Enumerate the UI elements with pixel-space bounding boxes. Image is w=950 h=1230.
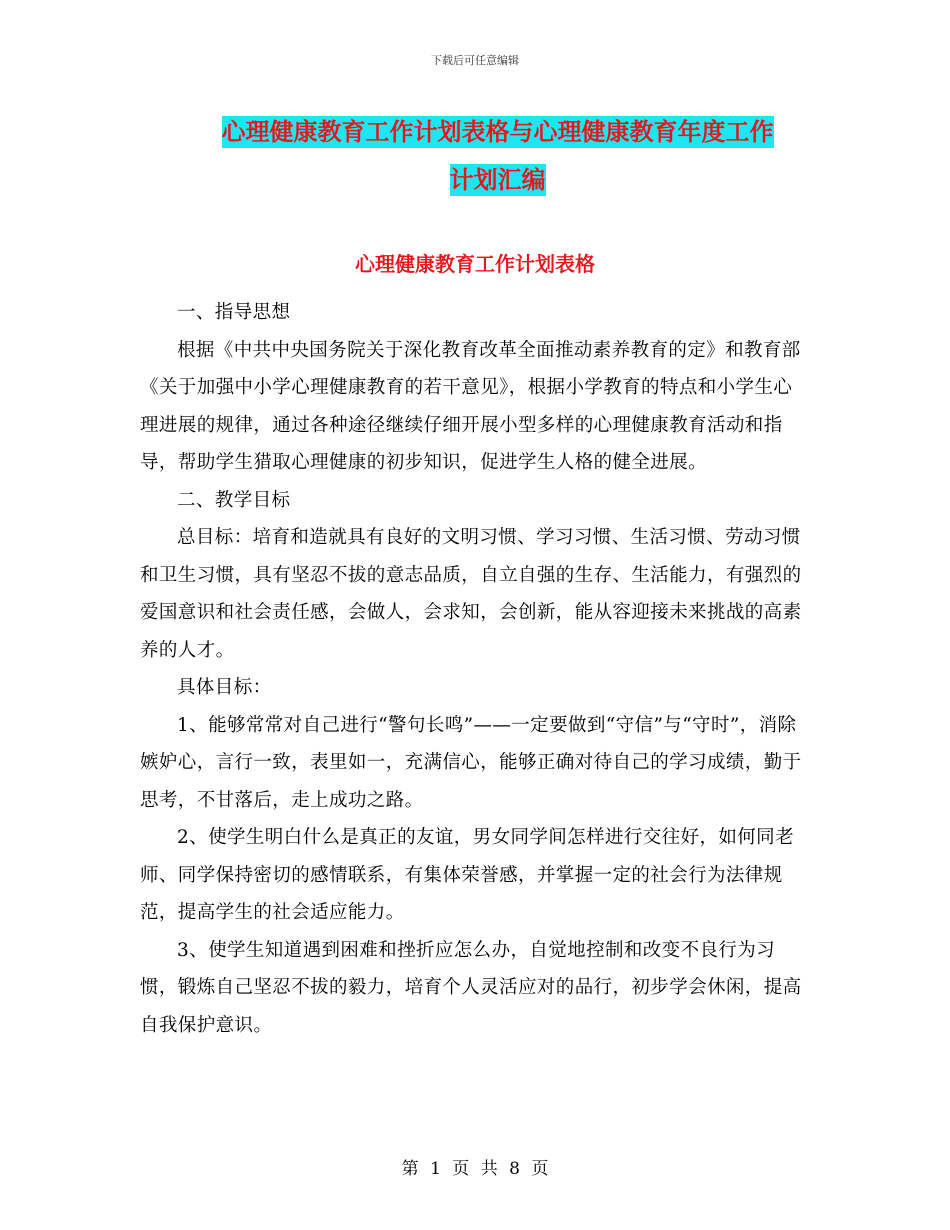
header-note: 下载后可任意编辑 — [431, 54, 519, 67]
paragraph-guiding-ideology: 根据《中共中央国务院关于深化教育改革全面推动素养教育的定》和教育部《关于加强中小学心理健康教育的若干意见》，根据小学教育的特点和小学生心理进展的规律，通过各种途径继续仔细开展小型多样的心理健康教育活动和指导，帮助学生猎取心理健康的初步知识，促进学生人格的健全进展。 — [140, 339, 801, 473]
paragraph-goal-1: 1、能够常常对自己进行“警句长鸣”——一定要做到“守信”与“守时”，消除嫉妒心，言行一致，表里如一，充满信心，能够正确对待自己的学习成绩，勤于思考，不甘落后，走上成功之路。 — [140, 714, 802, 811]
paragraph-goal-2: 2、使学生明白什么是真正的友谊，男女同学间怎样进行交往好，如何同老师、同学保持密切的感情联系，有集体荣誉感，并掌握一定的社会行为法律规范，提高学生的社会适应能力。 — [140, 827, 794, 923]
main-title — [190, 108, 805, 204]
heading-guiding-ideology: 一、指导思想 — [177, 302, 291, 323]
main-title-line1: 心理健康教育工作计划表格与心理健康教育年度工作 — [221, 118, 774, 146]
document-body — [140, 294, 808, 1044]
paragraph-overall-goal: 总目标：培育和造就具有良好的文明习惯、学习习惯、生活习惯、劳动习惯和卫生习惯，具有坚忍不拔的意志品质，自立自强的生存、生活能力，有强烈的爱国意识和社会责任感，会做人，会求知，会创新，能从容迎接未来挑战的高素养的人才。 — [140, 527, 802, 661]
label-specific-goals: 具体目标： — [177, 677, 272, 698]
heading-teaching-goals: 二、教学目标 — [177, 489, 291, 511]
page-footer: 第 1 页 共 8 页 — [401, 1159, 549, 1179]
section-title: 心理健康教育工作计划表格 — [355, 252, 595, 276]
paragraph-goal-3: 3、使学生知道遇到困难和挫折应怎么办，自觉地控制和改变不良行为习惯，锻炼自己坚忍不拔的毅力，培育个人灵活应对的品行，初步学会休闲，提高自我保护意识。 — [140, 939, 802, 1036]
main-title-line2: 计划汇编 — [449, 166, 546, 194]
